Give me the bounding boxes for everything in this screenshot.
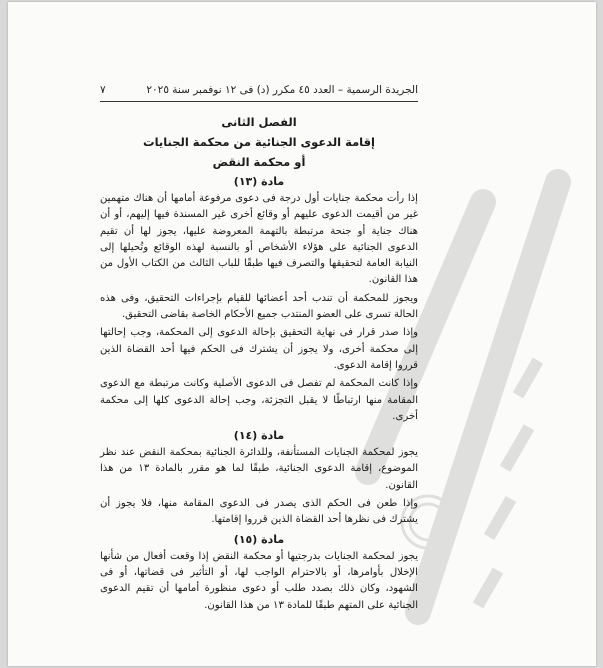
chapter-subtitle-continued: أو محكمة النقض bbox=[212, 155, 306, 169]
header-divider bbox=[100, 101, 418, 102]
document-page bbox=[8, 2, 596, 666]
article-13-heading: مادة (١٣) bbox=[233, 175, 285, 188]
article-13-paragraph-3: وإذا صدر قرار فى نهاية التحقيق بإحالة الدعوى إلى المحكمة، وجب إحالتها إلى محكمة أخرى، ولا يجوز أن يشترك فى الحكم فيها أحد القضاة الذين قرروا إقامة الدعوى. bbox=[100, 327, 418, 371]
gazette-issue-title: الجريدة الرسمية – العدد ٤٥ مكرر (د) فى ١٢ نوفمبر سنة ٢٠٢٥ bbox=[146, 84, 418, 96]
article-13-paragraph-1: إذا رأت محكمة جنايات أول درجة فى دعوى مرفوعة أمامها أن هناك متهمين غير من أقيمت الدعوى عليهم أو وقائع أخرى غير المسندة فيها إليهم، أو أن هناك جناية أو جنحة مرتبطة بالتهمة المعروضة عليها، يجوز لها أن تقيم الدعوى الجنائية على هؤلاء الأشخاص أو بالنسبة لهذه الوقائع وتُحيلها إلى النيابة العامة لتحقيقها والتصرف فيها طبقًا للباب الثالث من الكتاب الأول من هذا القانون. bbox=[100, 193, 418, 286]
page-number: ٧ bbox=[100, 84, 106, 96]
chapter-subtitle: إقامة الدعوى الجنائية من محكمة الجنايات bbox=[143, 135, 375, 149]
document-body bbox=[100, 112, 418, 616]
chapter-title: الفصل الثانى bbox=[221, 115, 297, 129]
article-13-paragraph-2: ويجوز للمحكمة أن تندب أحد أعضائها للقيام بإجراءات التحقيق، وفى هذه الحالة تسرى على العضو المنتدب جميع الأحكام الخاصة بقاضى التحقيق. bbox=[100, 292, 418, 321]
article-14-paragraph-1: يجوز لمحكمة الجنايات المستأنفة، وللدائرة الجنائية بمحكمة النقض عند نظر الموضوع، إقامة الدعوى الجنائية، طبقًا لما هو مقرر بالمادة ١٣ من هذا القانون. bbox=[100, 447, 418, 491]
article-15-paragraph-1: يجوز لمحكمة الجنايات بدرجتيها أو محكمة النقض إذا وقعت أفعال من شأنها الإخلال بأوامرها، أو بالاحترام الواجب لها، أو التأثير فى قضاتها، أو فى الشهود، وكان ذلك بصدد طلب أو دعوى منظورة أمامها أن تقيم الدعوى الجنائية على المتهم طبقًا للمادة ١٣ من هذا القانون. bbox=[100, 550, 418, 611]
running-header bbox=[100, 84, 418, 100]
article-13-paragraph-4: وإذا كانت المحكمة لم تفصل فى الدعوى الأصلية وكانت مرتبطة مع الدعوى المقامة منها ارتباطًا لا يقبل التجزئة، وجب إحالة الدعوى كلها إلى محكمة أخرى. bbox=[100, 378, 418, 422]
article-14-heading: مادة (١٤) bbox=[233, 429, 285, 443]
article-15-heading: مادة (١٥) bbox=[233, 532, 285, 546]
article-14-paragraph-2: وإذا طعن فى الحكم الذى يصدر فى الدعوى المقامة منها، فلا يجوز أن يشترك فى نظرها أحد القضاة الذين قرروا إقامتها. bbox=[100, 498, 418, 526]
